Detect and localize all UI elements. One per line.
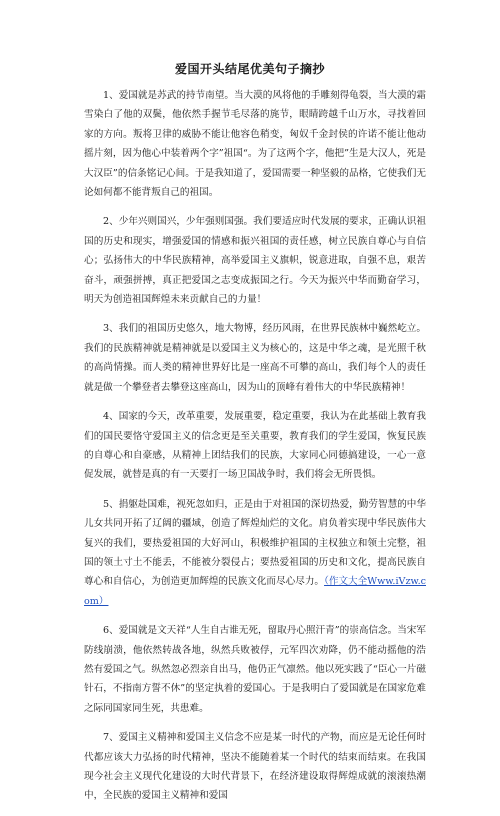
source-link[interactable]: （作文大全Www.iVzw.com） bbox=[84, 576, 426, 607]
page-title: 爱国开头结尾优美句子摘抄 bbox=[174, 62, 325, 76]
paragraph-2: 2、少年兴则国兴，少年强则国强。我们要适应时代发展的要求，正确认识祖国的历史和现实，增强爱国的情感和振兴祖国的责任感，树立民族自尊心与自信心；弘扬伟大的中华民族精神，高举爱国主义旗帜，锐意进取，自强不息，艰苦奋斗，顽强拼搏，真正把爱国之志变成振国之行。今天为振兴中华而勤奋学习，明天为创造祖国辉煌未来贡献自己的力量！ bbox=[84, 216, 426, 306]
document-body bbox=[84, 86, 426, 816]
paragraph-5 bbox=[84, 495, 426, 611]
paragraph-5-text: 5、捐躯赴国难，视死忽如归，正是由于对祖国的深切热爱，勤劳智慧的中华儿女共同开拓了辽阔的疆域，创造了辉煌灿烂的文化。肩负着实现中华民族伟大复兴的我们，要热爱祖国的大好河山，积极维护祖国的主权独立和领土完整，祖国的领土寸土不能丢，不能被分裂侵占；要热爱祖国的历史和文化，提高民族自尊心和自信心，为创造更加辉煌的民族文化而尽心尽力。 bbox=[84, 498, 426, 588]
paragraph-1: 1、爱国就是苏武的持节南望。当大漠的风将他的手雕刻得龟裂，当大漠的霜雪染白了他的双鬓，他依然手握节毛尽落的旄节，眼睛跨越千山万水，寻找着回家的方向。叛将卫律的威胁不能让他容色稍变，匈奴千金封侯的许诺不能让他动摇片刻，因为他心中装着两个字”祖国“。为了这两个字，他把”生是大汉人，死是大汉臣”的信条铭记心间。于是我知道了，爱国需要一种坚毅的品格，它使我们无论如何都不能背叛自己的祖国。 bbox=[84, 90, 426, 199]
paragraph-3: 3、我们的祖国历史悠久，地大物博，经历风雨，在世界民族林中巍然屹立。我们的民族精神就是精神就是以爱国主义为核心的，这是中华之魂，是光照千秋的高尚情操。而人类的精神世界好比是一座高不可攀的高山，我们每个人的责任就是做一个攀登者去攀登这座高山，因为山的顶峰有着伟大的中华民族精神！ bbox=[84, 323, 426, 393]
paragraph-6: 6、爱国就是文天祥“人生自古谁无死，留取丹心照汗青”的崇高信念。当宋军防线崩溃，他依然转战各地，纵然兵败被俘，元军四次劝降，仍不能动摇他的浩然有爱国之气。纵然忽必烈亲自出马，他仍正气凛然。他以死实践了“臣心一片磁针石，不指南方誓不休”的坚定执着的爱国心。于是我明白了爱国就是在国家危难之际同国家同生死，共患难。 bbox=[84, 625, 426, 714]
paragraph-7: 7、爱国主义精神和爱国主义信念不应是某一时代的产物，而应是无论任何时代都应该大力弘扬的时代精神，坚决不能随着某一个时代的结束而结束。在我国现今社会主义现代化建设的大时代背景下，在经济建设取得辉煌成就的滚滚热潮中，全民族的爱国主义精神和爱国 bbox=[84, 732, 426, 802]
paragraph-4: 4、国家的今天，改革重要，发展重要，稳定重要，我认为在此基础上教育我们的国民要恪守爱国主义的信念更是至关重要，教育我们的学生爱国，恢复民族的自尊心和自豪感，从精神上团结我们的民族，大家同心同德搞建设，一心一意促发展，就替是真的有一天要打一场卫国战争时，我们将会无所畏惧。 bbox=[84, 411, 426, 481]
